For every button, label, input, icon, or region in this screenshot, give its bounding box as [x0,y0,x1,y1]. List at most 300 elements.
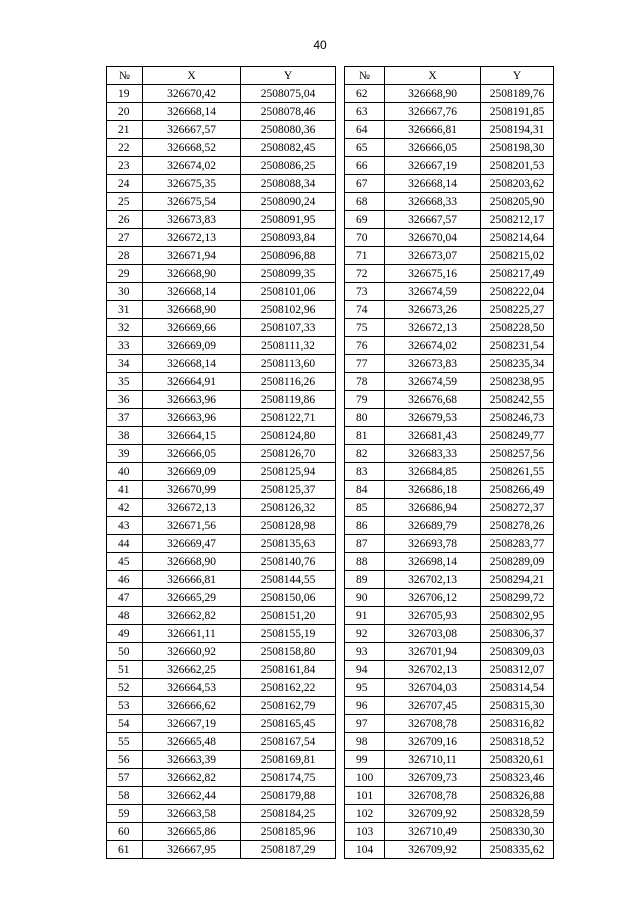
coord-y-left: 2508161,84 [241,661,336,679]
coord-x-right: 326708,78 [385,715,481,733]
point-number-right: 78 [345,373,385,391]
point-number-left: 42 [107,499,143,517]
coord-x-right: 326708,78 [385,787,481,805]
coord-y-left: 2508099,35 [241,265,336,283]
coord-y-left: 2508126,70 [241,445,336,463]
column-gap [336,247,345,265]
column-gap [336,463,345,481]
coord-y-left: 2508113,60 [241,355,336,373]
coord-y-right: 2508316,82 [481,715,554,733]
point-number-right: 94 [345,661,385,679]
coord-y-right: 2508222,04 [481,283,554,301]
table-row [107,409,554,427]
coord-y-left: 2508155,19 [241,625,336,643]
coord-x-left: 326671,94 [143,247,241,265]
coord-y-left: 2508078,46 [241,103,336,121]
coord-x-right: 326674,59 [385,283,481,301]
table-row [107,679,554,697]
coord-x-left: 326668,90 [143,265,241,283]
coord-y-right: 2508214,64 [481,229,554,247]
coord-x-left: 326670,42 [143,85,241,103]
coord-y-left: 2508165,45 [241,715,336,733]
coord-y-left: 2508151,20 [241,607,336,625]
point-number-left: 33 [107,337,143,355]
table-row [107,517,554,535]
coord-y-right: 2508323,46 [481,769,554,787]
coord-y-right: 2508231,54 [481,337,554,355]
coord-x-left: 326670,99 [143,481,241,499]
point-number-right: 95 [345,679,385,697]
point-number-left: 48 [107,607,143,625]
table-row [107,445,554,463]
coord-y-left: 2508179,88 [241,787,336,805]
coord-x-left: 326662,82 [143,769,241,787]
coord-y-left: 2508111,32 [241,337,336,355]
point-number-right: 77 [345,355,385,373]
coord-x-left: 326664,91 [143,373,241,391]
coord-y-left: 2508101,06 [241,283,336,301]
point-number-left: 32 [107,319,143,337]
point-number-right: 81 [345,427,385,445]
coord-x-left: 326662,82 [143,607,241,625]
point-number-left: 38 [107,427,143,445]
table-row [107,751,554,769]
coord-x-right: 326673,07 [385,247,481,265]
point-number-right: 73 [345,283,385,301]
coord-x-left: 326667,95 [143,841,241,859]
point-number-left: 35 [107,373,143,391]
table-row [107,103,554,121]
point-number-left: 45 [107,553,143,571]
coord-x-left: 326668,52 [143,139,241,157]
coord-x-right: 326674,59 [385,373,481,391]
coord-x-right: 326675,16 [385,265,481,283]
header-y-right: Y [481,67,554,85]
point-number-right: 64 [345,121,385,139]
coord-y-left: 2508093,84 [241,229,336,247]
coord-y-right: 2508191,85 [481,103,554,121]
coord-y-left: 2508144,55 [241,571,336,589]
column-gap [336,679,345,697]
point-number-right: 91 [345,607,385,625]
coord-x-right: 326676,68 [385,391,481,409]
column-gap [336,211,345,229]
column-gap [336,535,345,553]
coord-y-right: 2508201,53 [481,157,554,175]
coord-y-right: 2508205,90 [481,193,554,211]
coord-x-right: 326683,33 [385,445,481,463]
coord-y-right: 2508194,31 [481,121,554,139]
point-number-right: 103 [345,823,385,841]
table-row [107,715,554,733]
column-gap [336,139,345,157]
page-number: 40 [313,38,327,52]
table-row [107,625,554,643]
point-number-left: 27 [107,229,143,247]
point-number-left: 26 [107,211,143,229]
column-gap [336,175,345,193]
coord-x-right: 326667,19 [385,157,481,175]
coord-x-right: 326709,92 [385,805,481,823]
point-number-right: 99 [345,751,385,769]
column-gap [336,751,345,769]
coord-y-right: 2508212,17 [481,211,554,229]
point-number-right: 71 [345,247,385,265]
coord-y-left: 2508080,36 [241,121,336,139]
coord-y-right: 2508189,76 [481,85,554,103]
point-number-right: 76 [345,337,385,355]
coord-y-left: 2508102,96 [241,301,336,319]
coord-y-right: 2508318,52 [481,733,554,751]
table-row [107,355,554,373]
coord-x-left: 326668,14 [143,355,241,373]
point-number-left: 49 [107,625,143,643]
coord-x-right: 326702,13 [385,661,481,679]
coord-y-left: 2508158,80 [241,643,336,661]
point-number-left: 58 [107,787,143,805]
coord-y-right: 2508312,07 [481,661,554,679]
point-number-left: 60 [107,823,143,841]
point-number-right: 69 [345,211,385,229]
coord-x-right: 326666,81 [385,121,481,139]
column-gap [336,697,345,715]
coord-x-left: 326662,25 [143,661,241,679]
coord-y-left: 2508088,34 [241,175,336,193]
table-row [107,337,554,355]
column-gap [336,301,345,319]
coord-y-right: 2508266,49 [481,481,554,499]
table-row [107,841,554,859]
table-row [107,733,554,751]
coord-y-left: 2508124,80 [241,427,336,445]
column-gap [336,337,345,355]
coord-x-right: 326672,13 [385,319,481,337]
point-number-left: 56 [107,751,143,769]
coord-x-right: 326668,14 [385,175,481,193]
coord-y-right: 2508314,54 [481,679,554,697]
coord-x-left: 326672,13 [143,499,241,517]
point-number-right: 102 [345,805,385,823]
coordinates-table [106,66,554,859]
coord-x-right: 326706,12 [385,589,481,607]
point-number-left: 59 [107,805,143,823]
coord-x-right: 326670,04 [385,229,481,247]
coord-y-right: 2508309,03 [481,643,554,661]
coord-y-right: 2508246,73 [481,409,554,427]
coord-x-right: 326684,85 [385,463,481,481]
table-row [107,571,554,589]
header-x-right: X [385,67,481,85]
coord-y-left: 2508125,37 [241,481,336,499]
table-row [107,175,554,193]
point-number-left: 39 [107,445,143,463]
point-number-left: 24 [107,175,143,193]
coord-x-left: 326666,05 [143,445,241,463]
point-number-left: 46 [107,571,143,589]
coord-x-right: 326710,11 [385,751,481,769]
column-gap [336,67,345,85]
coord-x-right: 326701,94 [385,643,481,661]
table-row [107,265,554,283]
coord-x-right: 326667,76 [385,103,481,121]
point-number-right: 84 [345,481,385,499]
coord-y-right: 2508249,77 [481,427,554,445]
table-row [107,805,554,823]
point-number-left: 20 [107,103,143,121]
coord-x-left: 326675,35 [143,175,241,193]
coord-y-right: 2508257,56 [481,445,554,463]
coord-x-left: 326672,13 [143,229,241,247]
coord-x-right: 326709,73 [385,769,481,787]
coord-x-right: 326709,92 [385,841,481,859]
column-gap [336,283,345,301]
coord-x-right: 326705,93 [385,607,481,625]
header-x-left: X [143,67,241,85]
coord-y-left: 2508122,71 [241,409,336,427]
coord-x-right: 326673,26 [385,301,481,319]
column-gap [336,625,345,643]
point-number-left: 50 [107,643,143,661]
column-gap [336,841,345,859]
column-gap [336,661,345,679]
table-row [107,373,554,391]
column-gap [336,229,345,247]
table-row [107,211,554,229]
coord-x-left: 326661,11 [143,625,241,643]
column-gap [336,715,345,733]
coord-x-right: 326698,14 [385,553,481,571]
point-number-left: 44 [107,535,143,553]
coord-x-right: 326704,03 [385,679,481,697]
column-gap [336,265,345,283]
coord-x-left: 326663,96 [143,391,241,409]
point-number-right: 80 [345,409,385,427]
point-number-right: 67 [345,175,385,193]
coord-x-right: 326668,33 [385,193,481,211]
point-number-right: 70 [345,229,385,247]
coord-y-right: 2508215,02 [481,247,554,265]
coord-x-left: 326668,14 [143,283,241,301]
table-row [107,607,554,625]
column-gap [336,589,345,607]
coord-x-right: 326679,53 [385,409,481,427]
point-number-left: 57 [107,769,143,787]
coord-y-left: 2508169,81 [241,751,336,769]
coord-x-left: 326666,81 [143,571,241,589]
coord-y-left: 2508187,29 [241,841,336,859]
point-number-left: 40 [107,463,143,481]
coord-x-left: 326664,15 [143,427,241,445]
table-row [107,643,554,661]
coord-y-right: 2508335,62 [481,841,554,859]
column-gap [336,481,345,499]
table-row [107,697,554,715]
coord-x-left: 326666,62 [143,697,241,715]
table-row [107,157,554,175]
coord-y-left: 2508086,25 [241,157,336,175]
point-number-left: 31 [107,301,143,319]
column-gap [336,607,345,625]
coord-y-left: 2508167,54 [241,733,336,751]
coord-y-left: 2508116,26 [241,373,336,391]
column-gap [336,643,345,661]
coord-y-left: 2508162,79 [241,697,336,715]
coord-x-left: 326669,66 [143,319,241,337]
coord-x-right: 326693,78 [385,535,481,553]
coord-y-right: 2508320,61 [481,751,554,769]
coord-x-right: 326702,13 [385,571,481,589]
coord-y-right: 2508302,95 [481,607,554,625]
point-number-left: 43 [107,517,143,535]
point-number-right: 101 [345,787,385,805]
coord-y-right: 2508328,59 [481,805,554,823]
coord-x-right: 326681,43 [385,427,481,445]
column-gap [336,409,345,427]
coord-y-left: 2508128,98 [241,517,336,535]
column-gap [336,571,345,589]
table-row [107,553,554,571]
point-number-left: 54 [107,715,143,733]
table-row [107,301,554,319]
coord-y-right: 2508299,72 [481,589,554,607]
coord-x-left: 326669,47 [143,535,241,553]
point-number-left: 52 [107,679,143,697]
coord-x-left: 326669,09 [143,463,241,481]
coord-y-right: 2508278,26 [481,517,554,535]
coord-y-left: 2508090,24 [241,193,336,211]
column-gap [336,355,345,373]
coord-y-left: 2508135,63 [241,535,336,553]
coord-y-right: 2508289,09 [481,553,554,571]
coord-y-right: 2508326,88 [481,787,554,805]
coord-x-left: 326668,90 [143,301,241,319]
coord-y-right: 2508203,62 [481,175,554,193]
header-y-left: Y [241,67,336,85]
column-gap [336,391,345,409]
coord-x-right: 326673,83 [385,355,481,373]
coord-x-left: 326668,90 [143,553,241,571]
point-number-right: 90 [345,589,385,607]
coord-x-left: 326668,14 [143,103,241,121]
point-number-left: 41 [107,481,143,499]
column-gap [336,787,345,805]
coord-y-left: 2508125,94 [241,463,336,481]
coord-y-right: 2508228,50 [481,319,554,337]
table-body [107,85,554,859]
coord-x-left: 326669,09 [143,337,241,355]
coord-y-left: 2508174,75 [241,769,336,787]
coord-x-right: 326674,02 [385,337,481,355]
point-number-right: 93 [345,643,385,661]
point-number-right: 104 [345,841,385,859]
point-number-right: 63 [345,103,385,121]
point-number-left: 25 [107,193,143,211]
coord-y-right: 2508235,34 [481,355,554,373]
column-gap [336,157,345,175]
header-no-left: № [107,67,143,85]
coord-y-left: 2508075,04 [241,85,336,103]
table-row [107,283,554,301]
column-gap [336,823,345,841]
coord-x-left: 326660,92 [143,643,241,661]
coord-y-right: 2508238,95 [481,373,554,391]
coord-x-right: 326668,90 [385,85,481,103]
point-number-left: 53 [107,697,143,715]
table-row [107,787,554,805]
coord-y-right: 2508294,21 [481,571,554,589]
table-row [107,589,554,607]
point-number-right: 68 [345,193,385,211]
coord-y-right: 2508217,49 [481,265,554,283]
coord-y-left: 2508150,06 [241,589,336,607]
table-row [107,319,554,337]
point-number-left: 36 [107,391,143,409]
coord-y-right: 2508306,37 [481,625,554,643]
table-row [107,247,554,265]
coord-y-left: 2508082,45 [241,139,336,157]
coord-y-left: 2508091,95 [241,211,336,229]
point-number-right: 79 [345,391,385,409]
point-number-right: 62 [345,85,385,103]
coord-x-left: 326673,83 [143,211,241,229]
point-number-right: 89 [345,571,385,589]
point-number-right: 97 [345,715,385,733]
coord-y-right: 2508261,55 [481,463,554,481]
column-gap [336,769,345,787]
table-row [107,229,554,247]
point-number-left: 28 [107,247,143,265]
coord-x-left: 326662,44 [143,787,241,805]
point-number-right: 72 [345,265,385,283]
point-number-right: 88 [345,553,385,571]
coord-x-left: 326674,02 [143,157,241,175]
point-number-right: 75 [345,319,385,337]
column-gap [336,319,345,337]
table-row [107,535,554,553]
coord-y-left: 2508107,33 [241,319,336,337]
point-number-left: 47 [107,589,143,607]
coord-y-right: 2508283,77 [481,535,554,553]
point-number-right: 86 [345,517,385,535]
point-number-left: 37 [107,409,143,427]
column-gap [336,499,345,517]
coord-x-right: 326666,05 [385,139,481,157]
coord-x-left: 326671,56 [143,517,241,535]
column-gap [336,121,345,139]
column-gap [336,373,345,391]
point-number-left: 21 [107,121,143,139]
coord-y-left: 2508162,22 [241,679,336,697]
coord-y-right: 2508272,37 [481,499,554,517]
table-row [107,499,554,517]
point-number-left: 23 [107,157,143,175]
point-number-right: 85 [345,499,385,517]
point-number-left: 51 [107,661,143,679]
point-number-left: 61 [107,841,143,859]
point-number-right: 87 [345,535,385,553]
point-number-right: 65 [345,139,385,157]
coord-x-left: 326663,58 [143,805,241,823]
coord-y-right: 2508198,30 [481,139,554,157]
coord-y-left: 2508185,96 [241,823,336,841]
table-row [107,427,554,445]
coord-y-left: 2508119,86 [241,391,336,409]
coord-x-left: 326665,48 [143,733,241,751]
coord-x-left: 326675,54 [143,193,241,211]
point-number-right: 83 [345,463,385,481]
coord-x-left: 326667,19 [143,715,241,733]
coord-x-left: 326667,57 [143,121,241,139]
